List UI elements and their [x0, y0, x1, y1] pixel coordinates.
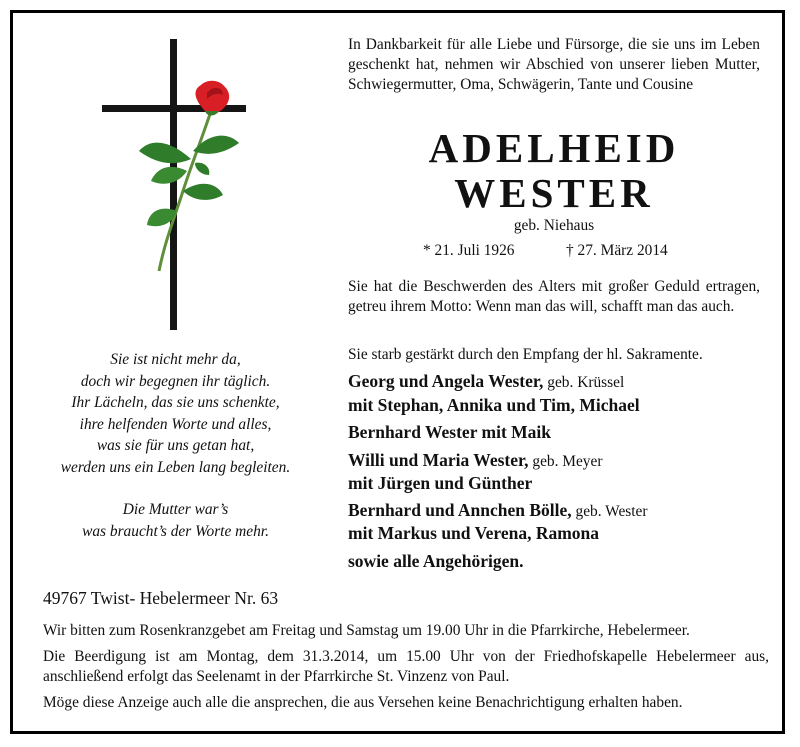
verse: [23, 499, 328, 542]
birth-name: geb. Niehaus: [513, 217, 595, 234]
obituary-notice: [10, 10, 785, 734]
mourner-line: Willi und Maria Wester, geb. Meyer: [348, 450, 603, 470]
sacrament-text: Sie starb gestärkt durch den Empfang der hl. Sakramente.: [348, 346, 703, 363]
birth-date: * 21. Juli 1926: [423, 242, 515, 259]
verse-line: Die Mutter war’s: [122, 501, 229, 518]
mourner-line: mit Jürgen und Günther: [348, 473, 533, 493]
rose-icon: [121, 71, 241, 281]
poem-line: doch wir begegnen ihr täglich.: [80, 372, 271, 390]
mourner-line: mit Stephan, Annika und Tim, Michael: [348, 395, 640, 415]
mourner-line: sowie alle Angehörigen.: [348, 551, 524, 571]
mourner-line: mit Markus und Verena, Ramona: [348, 523, 600, 543]
notice-funeral: Die Beerdigung ist am Montag, dem 31.3.2014, um 15.00 Uhr von der Friedhofskapelle Hebelermeer aus, anschließend erfolgt das Seelenamt in der Pfarrkirche St. Vinzenz von Paul.: [43, 648, 769, 685]
poem-line: was sie für uns getan hat,: [96, 437, 255, 454]
poem-line: werden uns ein Leben lang begleiten.: [60, 458, 291, 476]
verse-line: was braucht’s der Worte mehr.: [82, 522, 269, 540]
bio-text: Sie hat die Beschwerden des Alters mit großer Geduld ertragen, getreu ihrem Motto: Wenn man das will, schafft man das auch.: [348, 278, 760, 315]
poem-line: Ihr Lächeln, das sie uns schenkte,: [71, 394, 280, 411]
notice-closing: Möge diese Anzeige auch alle die ansprechen, die aus Versehen keine Benachrichtigung erhalten haben.: [43, 694, 683, 711]
deceased-last-name: WESTER: [454, 170, 654, 216]
mourner-line: Bernhard und Annchen Bölle, geb. Wester: [348, 500, 648, 520]
mourner-line: Bernhard Wester mit Maik: [348, 422, 552, 442]
deceased-first-name: ADELHEID: [428, 125, 680, 171]
mourner-line: Georg und Angela Wester, geb. Krüssel: [348, 371, 625, 391]
address: 49767 Twist- Hebelermeer Nr. 63: [43, 588, 279, 608]
death-date: † 27. März 2014: [566, 242, 668, 259]
intro-text: In Dankbarkeit für alle Liebe und Fürsorge, die sie uns im Leben geschenkt hat, nehmen wir Abschied von unserer lieben Mutter, Schwiegermutter, Oma, Schwägerin, Tante und Cousine: [348, 36, 760, 93]
poem-line: ihre helfenden Worte und alles,: [79, 415, 272, 433]
poem: [23, 349, 328, 478]
poem-line: Sie ist nicht mehr da,: [110, 351, 241, 368]
notice-rosary: Wir bitten zum Rosenkranzgebet am Freitag und Samstag um 19.00 Uhr in die Pfarrkirche, Hebelermeer.: [43, 622, 690, 639]
